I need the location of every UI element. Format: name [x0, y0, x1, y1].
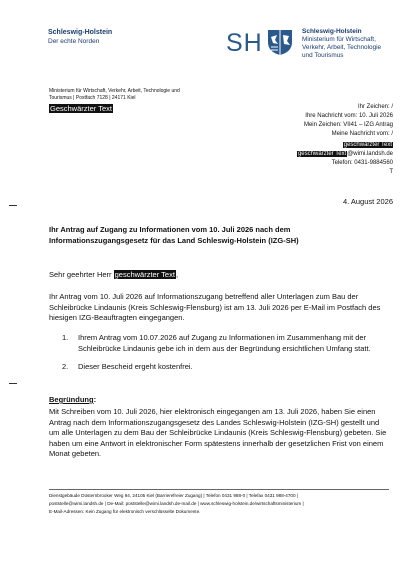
ministry-name-line-1: Ministerium für Wirtschaft, [302, 36, 376, 43]
footer-line-1: Dienstgebäude Düsternbrooker Weg 94, 24105 Kiel (Barrierefreier Zugang) | Telefon 0431 988-0 | Telefax 0431 988-4700 | [49, 493, 298, 498]
salutation [49, 270, 178, 279]
ref-meine-nachricht: Meine Nachricht vom: / [331, 131, 393, 137]
ministry-state-name: Schleswig-Holstein [302, 28, 362, 35]
reference-block [297, 103, 393, 177]
footer-divider [49, 489, 389, 490]
fold-mark-top [9, 205, 17, 206]
paragraph-intro: Ihr Antrag vom 10. Juli 2026 auf Informationszugang betreffend aller Unterlagen zum Bau der Schleibrücke Lindaunis (Kreis Schleswig-Flensburg) ist am 13. Juli 2026 per E-Mail im Postfach des hiesigen IZG-Beauftragten eingegangen. [49, 292, 381, 322]
list-item-number: 1. [62, 333, 69, 342]
ministry-name-line-2: Verkehr, Arbeit, Technologie [302, 43, 382, 51]
contact-email-redacted: geschwärzter Text [297, 151, 347, 157]
sender-address [49, 88, 239, 102]
ref-ihre-nachricht: Ihre Nachricht vom: 10. Juli 2026 [305, 113, 393, 119]
list-item [62, 362, 386, 373]
letter-date: 4. August 2026 [342, 197, 393, 206]
reason-heading-colon: : [93, 395, 97, 404]
sender-line-1: Ministerium für Wirtschaft, Verkehr, Arbeit, Technologie und [49, 88, 180, 94]
fold-mark-middle [9, 383, 17, 384]
recipient-name-redacted: Geschwärzter Text [50, 104, 112, 113]
state-logo-left [48, 28, 112, 46]
salutation-prefix: Sehr geehrter Herr [49, 270, 114, 279]
reason-heading-text: Begründung [49, 395, 94, 404]
ref-mein-zeichen: Mein Zeichen: VII41 – IZG Antrag [303, 122, 393, 128]
logo-state-name: Schleswig-Holstein [48, 29, 113, 36]
salutation-name-redacted: geschwärzter Text [114, 270, 175, 279]
letter-subject: Ihr Antrag auf Zugang zu Informationen vom 10. Juli 2026 nach dem Informationszugangsgesetz für das Land Schleswig-Holstein (IZG-SH) [49, 225, 299, 245]
sender-line-2: Tourismus | Postfach 7128 | 24171 Kiel [49, 95, 136, 101]
list-item-number: 2. [62, 362, 69, 371]
reason-heading [49, 395, 96, 404]
list-item-text: Dieser Bescheid ergeht kostenfrei. [78, 362, 193, 371]
footer-line-2: poststelle@wimi.landsh.de | De-Mail: poststelle@wimi.landsh.de-mail.de | www.schleswig-holstein.de/wirtschaftsministerium | [49, 501, 304, 507]
decision-list [62, 333, 386, 381]
coat-of-arms-icon [266, 28, 294, 56]
ref-ihr-zeichen: Ihr Zeichen: / [357, 104, 393, 110]
contact-name-redacted: geschwärzter Text [343, 142, 392, 148]
contact-email-domain: @wimi.landsh.de [347, 151, 393, 157]
list-item-text: Ihrem Antrag vom 10.07.2026 auf Zugang zu Informationen im Zusammenhang mit der Schleibrücke Lindaunis gebe ich in dem aus der Begründung ersichtlichen Umfang statt. [78, 333, 371, 353]
list-item [62, 333, 386, 354]
ministry-name-line-3: und Tourismus [302, 51, 344, 59]
footer-line-3: E-Mail-Adressen: Kein Zugang für elektronisch verschlüsselte Dokumente. [49, 509, 201, 515]
contact-telefon: Telefon: 0431-9884560 [331, 160, 393, 166]
logo-tagline: Der echte Norden [48, 38, 100, 45]
contact-t: T [389, 169, 393, 175]
salutation-suffix: , [175, 270, 179, 279]
ministry-logo [226, 26, 394, 62]
paragraph-reason: Mit Schreiben vom 10. Juli 2026, hier elektronisch eingegangen am 13. Juli 2026, haben Sie einen Antrag nach dem Informationszugangsgesetz des Landes Schleswig-Holstein (IZG-SH) gestellt und um alle Unterlagen zu dem Bau der Schleibrücke Lindaunis (Kreis Schleswig-Flensburg) gebeten. Sie haben um eine Antwort in elektronischer Form spätestens innerhalb der gesetzlichen Frist von einem Monat gebeten. [49, 407, 387, 459]
sh-wordmark: SH [226, 29, 263, 57]
letter-footer [49, 492, 395, 517]
